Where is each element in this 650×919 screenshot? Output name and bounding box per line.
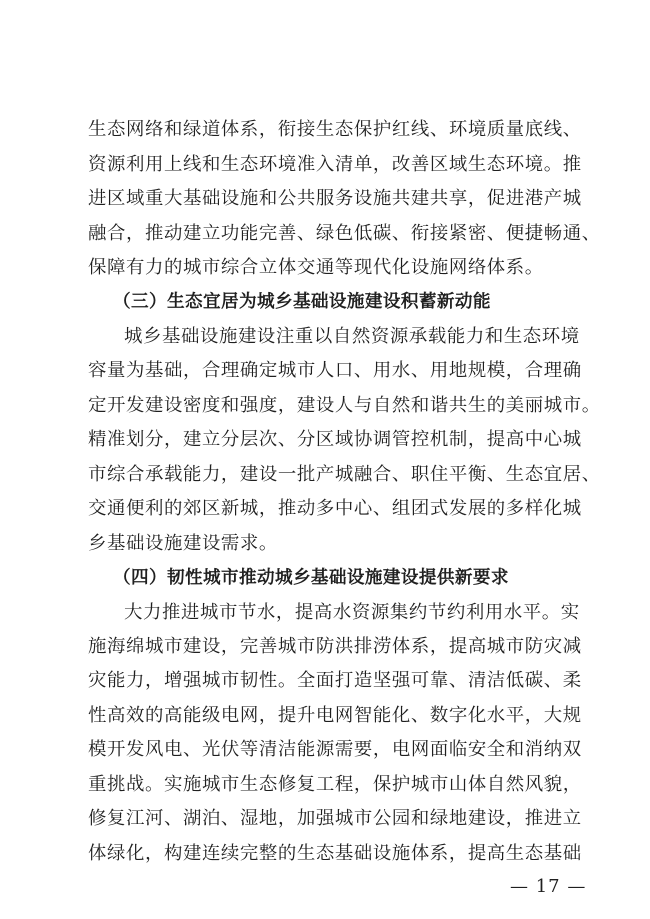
body-text-line: 定开发建设密度和强度，建设人与自然和谐共生的美丽城市。 — [88, 395, 601, 416]
body-text-line: 交通便利的郊区新城，推动多中心、组团式发展的多样化城 — [88, 498, 582, 519]
page-number: — 17 — — [510, 876, 587, 897]
body-text-line: 施海绵城市建设，完善城市防洪排涝体系，提高城市防灾减 — [88, 636, 582, 657]
body-text-line: 进区域重大基础设施和公共服务设施共建共享，促进港产城 — [88, 188, 582, 209]
body-text-line: 保障有力的城市综合立体交通等现代化设施网络体系。 — [88, 257, 544, 278]
body-text-line: 精准划分，建立分层次、分区域协调管控机制，提高中心城 — [88, 429, 582, 450]
body-text-line: 乡基础设施建设需求。 — [88, 533, 278, 554]
body-text-line: 重挑战。实施城市生态修复工程，保护城市山体自然风貌， — [88, 774, 582, 795]
body-text-line: 市综合承载能力，建设一批产城融合、职住平衡、生态宜居、 — [88, 464, 601, 485]
body-text-line: 大力推进城市节水，提高水资源集约节约利用水平。实 — [124, 602, 580, 623]
body-text-line: 体绿化，构建连续完整的生态基础设施体系，提高生态基础 — [88, 843, 582, 864]
body-text-line: 性高效的高能级电网，提升电网智能化、数字化水平，大规 — [88, 705, 582, 726]
body-text-line: 城乡基础设施建设注重以自然资源承载能力和生态环境 — [124, 326, 580, 347]
section-heading-3: （三）生态宜居为城乡基础设施建设积蓄新动能 — [113, 292, 491, 312]
body-text-line: 灾能力，增强城市韧性。全面打造坚强可靠、清洁低碳、柔 — [88, 670, 582, 691]
body-text-line: 容量为基础，合理确定城市人口、用水、用地规模，合理确 — [88, 360, 582, 381]
body-text-line: 模开发风电、光伏等清洁能源需要，电网面临安全和消纳双 — [88, 739, 582, 760]
body-text-line: 生态网络和绿道体系，衔接生态保护红线、环境质量底线、 — [88, 119, 582, 140]
body-text-line: 融合，推动建立功能完善、绿色低碳、衔接紧密、便捷畅通、 — [88, 223, 601, 244]
body-text-line: 资源利用上线和生态环境准入清单，改善区域生态环境。推 — [88, 154, 582, 175]
body-text-line: 修复江河、湖泊、湿地，加强城市公园和绿地建设，推进立 — [88, 808, 582, 829]
section-heading-4: （四）韧性城市推动城乡基础设施建设提供新要求 — [113, 568, 509, 588]
